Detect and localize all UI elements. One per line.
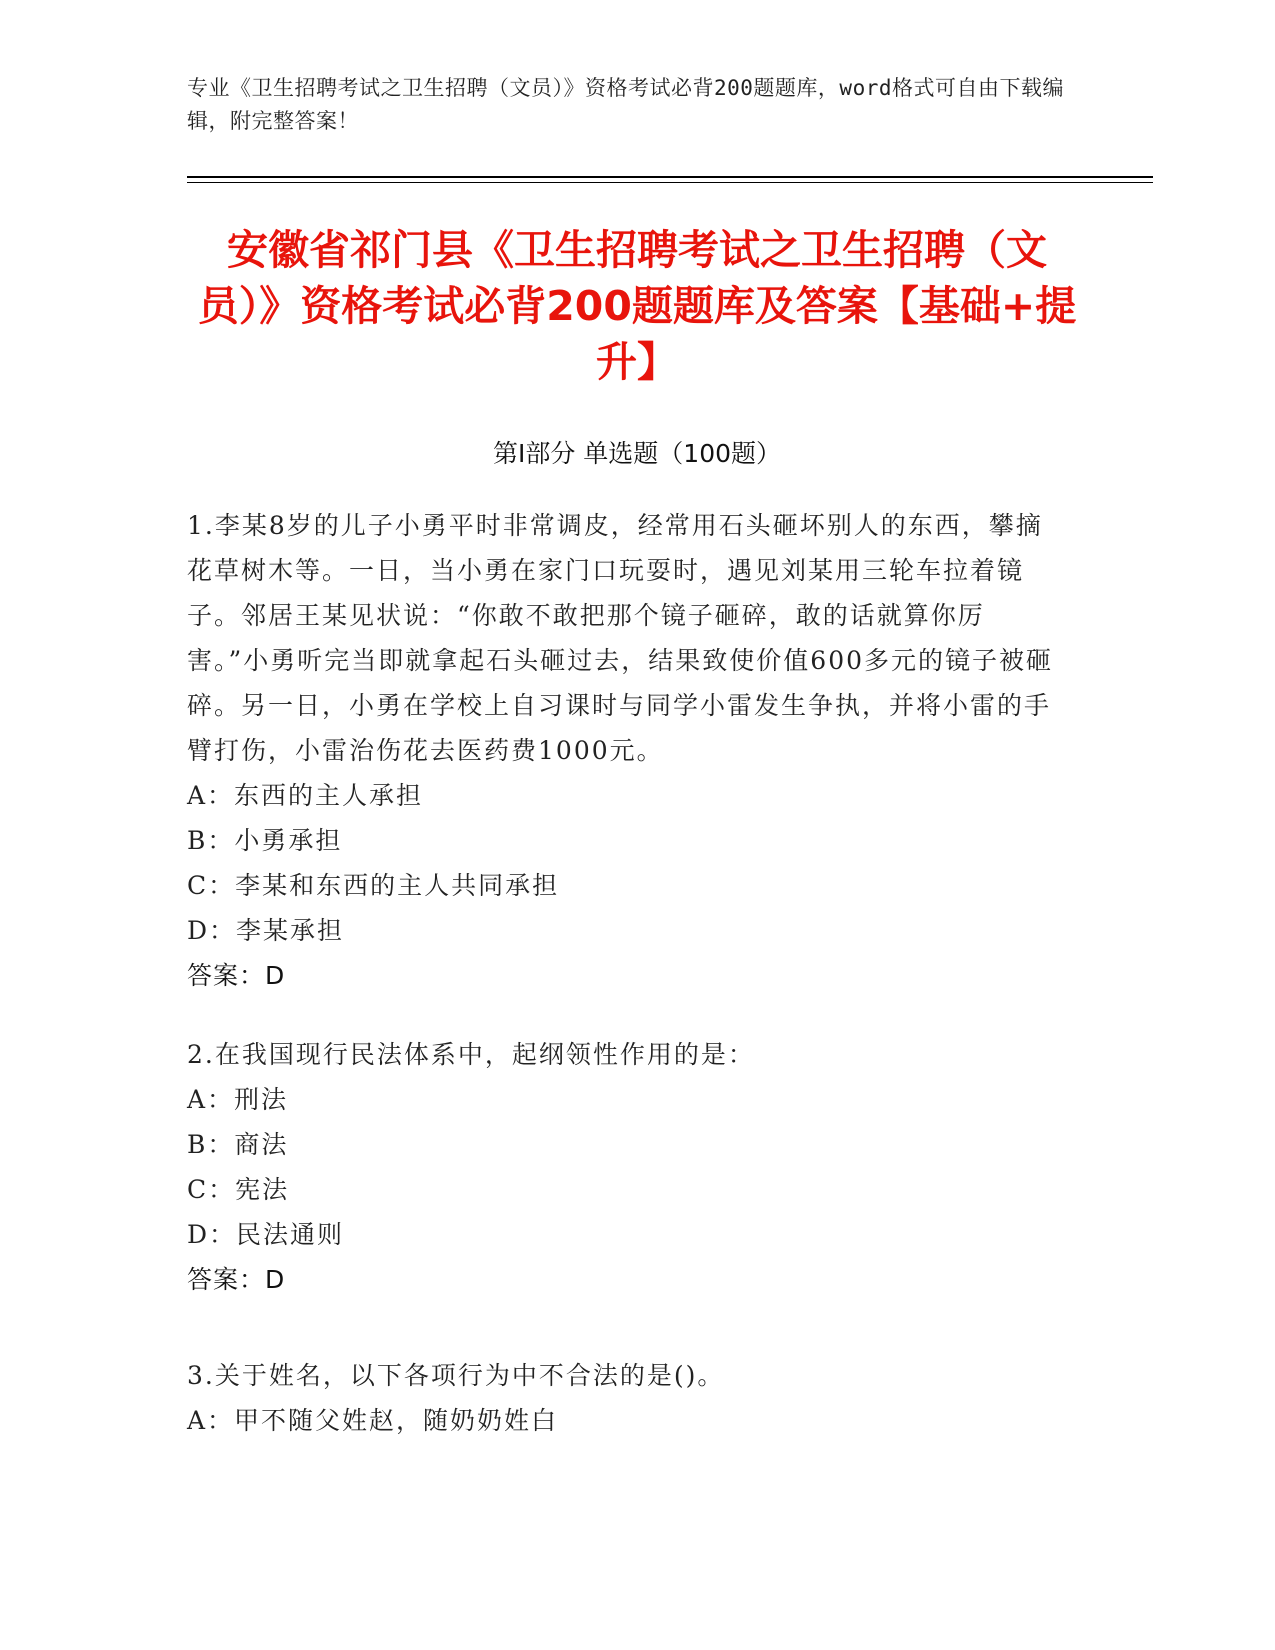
question-option: A：东西的主人承担 (187, 781, 424, 810)
header-note: 专业《卫生招聘考试之卫生招聘（文员）》资格考试必背200题题库，word格式可自由下载编辑，附完整答案！ (187, 76, 1064, 133)
question-3 (187, 1353, 1067, 1443)
question-2 (187, 1032, 1067, 1302)
question-option: C：宪法 (187, 1175, 290, 1204)
question-option: C：李某和东西的主人共同承担 (187, 871, 560, 900)
question-option: D：民法通则 (187, 1220, 345, 1249)
question-answer: 答案：D (187, 1265, 286, 1294)
question-option: A：甲不随父姓赵，随奶奶姓白 (187, 1406, 559, 1435)
header-divider-thin (187, 182, 1153, 183)
question-option: B：商法 (187, 1130, 289, 1159)
question-1 (187, 503, 1067, 998)
question-answer: 答案：D (187, 961, 286, 990)
question-option: D：李某承担 (187, 916, 345, 945)
header-divider-thick (187, 176, 1153, 178)
question-stem: 3.关于姓名，以下各项行为中不合法的是()。 (187, 1361, 725, 1390)
question-option: A：刑法 (187, 1085, 289, 1114)
question-option: B：小勇承担 (187, 826, 343, 855)
question-stem: 1.李某8岁的儿子小勇平时非常调皮，经常用石头砸坏别人的东西，攀摘花草树木等。一日，当小勇在家门口玩耍时，遇见刘某用三轮车拉着镜子。邻居王某见状说：“你敢不敢把那个镜子砸碎，敢的话就算你厉害。”小勇听完当即就拿起石头砸过去，结果致使价值600多元的镜子被砸碎。另一日，小勇在学校上自习课时与同学小雷发生争执，并将小雷的手臂打伤，小雷治伤花去医药费1000元。 (187, 511, 1054, 765)
question-stem: 2.在我国现行民法体系中，起纲领性作用的是： (187, 1040, 755, 1069)
section-title: 第I部分 单选题（100题） (492, 439, 782, 468)
document-title: 安徽省祁门县《卫生招聘考试之卫生招聘（文员）》资格考试必背200题题库及答案【基础+提升】 (197, 226, 1077, 386)
